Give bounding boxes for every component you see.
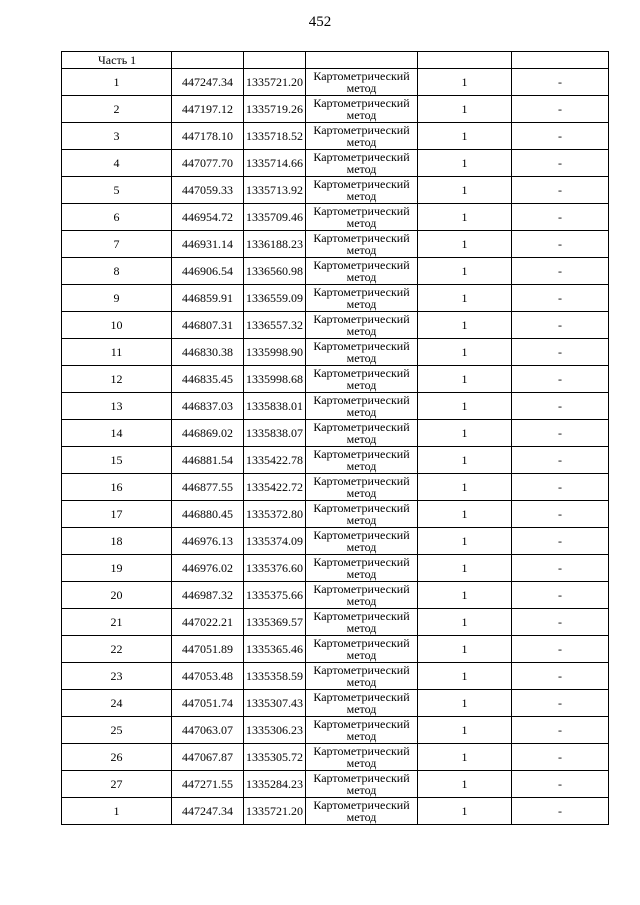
x-coordinate-cell: 447051.89 [172,636,244,663]
method-line-2: метод [346,270,377,284]
empty-header-cell [172,52,244,69]
x-coordinate-cell: 447197.12 [172,96,244,123]
x-coordinate-cell: 447247.34 [172,69,244,96]
point-number-cell: 1 [62,798,172,825]
accuracy-cell: 1 [418,474,512,501]
method-cell [306,96,418,123]
method-line-1: Картометрический [313,582,410,596]
section-header-row [62,52,609,69]
accuracy-cell: 1 [418,636,512,663]
point-number-cell: 4 [62,150,172,177]
method-line-2: метод [346,405,377,419]
method-line-1: Картометрический [313,501,410,515]
method-line-2: метод [346,135,377,149]
method-line-2: метод [346,783,377,797]
table-row [62,204,609,231]
point-number-cell: 17 [62,501,172,528]
note-cell: - [512,123,609,150]
point-number-cell: 16 [62,474,172,501]
x-coordinate-cell: 446835.45 [172,366,244,393]
method-line-1: Картометрический [313,744,410,758]
table-row [62,717,609,744]
x-coordinate-cell: 447059.33 [172,177,244,204]
method-line-2: метод [346,81,377,95]
method-line-2: метод [346,162,377,176]
method-cell [306,744,418,771]
x-coordinate-cell: 447051.74 [172,690,244,717]
method-line-2: метод [346,648,377,662]
accuracy-cell: 1 [418,177,512,204]
note-cell: - [512,339,609,366]
method-line-1: Картометрический [313,231,410,245]
method-cell [306,636,418,663]
method-cell [306,690,418,717]
empty-header-cell [512,52,609,69]
accuracy-cell: 1 [418,285,512,312]
note-cell: - [512,582,609,609]
method-cell [306,474,418,501]
y-coordinate-cell: 1335376.60 [244,555,306,582]
note-cell: - [512,771,609,798]
method-line-1: Картометрический [313,150,410,164]
accuracy-cell: 1 [418,231,512,258]
note-cell: - [512,528,609,555]
point-number-cell: 2 [62,96,172,123]
accuracy-cell: 1 [418,555,512,582]
accuracy-cell: 1 [418,366,512,393]
table-row [62,447,609,474]
table-row [62,420,609,447]
table-row [62,177,609,204]
method-cell [306,447,418,474]
note-cell: - [512,744,609,771]
table-row [62,501,609,528]
point-number-cell: 24 [62,690,172,717]
point-number-cell: 3 [62,123,172,150]
accuracy-cell: 1 [418,501,512,528]
point-number-cell: 23 [62,663,172,690]
accuracy-cell: 1 [418,69,512,96]
point-number-cell: 5 [62,177,172,204]
point-number-cell: 27 [62,771,172,798]
note-cell: - [512,798,609,825]
method-line-1: Картометрический [313,123,410,137]
table-row [62,663,609,690]
y-coordinate-cell: 1335422.72 [244,474,306,501]
method-line-2: метод [346,324,377,338]
x-coordinate-cell: 447247.34 [172,798,244,825]
note-cell: - [512,231,609,258]
method-line-2: метод [346,297,377,311]
method-line-2: метод [346,351,377,365]
y-coordinate-cell: 1335998.68 [244,366,306,393]
x-coordinate-cell: 446869.02 [172,420,244,447]
method-line-2: метод [346,756,377,770]
method-line-2: метод [346,243,377,257]
method-line-1: Картометрический [313,204,410,218]
y-coordinate-cell: 1335305.72 [244,744,306,771]
point-number-cell: 6 [62,204,172,231]
method-cell [306,312,418,339]
x-coordinate-cell: 447067.87 [172,744,244,771]
note-cell: - [512,636,609,663]
y-coordinate-cell: 1335284.23 [244,771,306,798]
accuracy-cell: 1 [418,123,512,150]
method-line-1: Картометрический [313,690,410,704]
table-body [62,52,609,825]
y-coordinate-cell: 1335422.78 [244,447,306,474]
method-cell [306,420,418,447]
y-coordinate-cell: 1336557.32 [244,312,306,339]
accuracy-cell: 1 [418,393,512,420]
note-cell: - [512,258,609,285]
accuracy-cell: 1 [418,744,512,771]
method-cell [306,582,418,609]
table-row [62,636,609,663]
table-row [62,609,609,636]
method-cell [306,393,418,420]
note-cell: - [512,69,609,96]
y-coordinate-cell: 1335369.57 [244,609,306,636]
y-coordinate-cell: 1335365.46 [244,636,306,663]
method-line-2: метод [346,486,377,500]
table-row [62,474,609,501]
y-coordinate-cell: 1336560.98 [244,258,306,285]
note-cell: - [512,474,609,501]
method-cell [306,204,418,231]
accuracy-cell: 1 [418,204,512,231]
note-cell: - [512,717,609,744]
method-cell [306,501,418,528]
y-coordinate-cell: 1335721.20 [244,69,306,96]
method-line-2: метод [346,459,377,473]
y-coordinate-cell: 1335709.46 [244,204,306,231]
method-line-2: метод [346,189,377,203]
method-cell [306,528,418,555]
x-coordinate-cell: 447077.70 [172,150,244,177]
method-line-1: Картометрический [313,474,410,488]
point-number-cell: 21 [62,609,172,636]
table-row [62,366,609,393]
accuracy-cell: 1 [418,717,512,744]
point-number-cell: 26 [62,744,172,771]
accuracy-cell: 1 [418,150,512,177]
table-row [62,96,609,123]
method-line-1: Картометрический [313,285,410,299]
y-coordinate-cell: 1335998.90 [244,339,306,366]
method-line-2: метод [346,621,377,635]
note-cell: - [512,285,609,312]
table-row [62,798,609,825]
method-line-2: метод [346,216,377,230]
y-coordinate-cell: 1336559.09 [244,285,306,312]
y-coordinate-cell: 1335307.43 [244,690,306,717]
y-coordinate-cell: 1335713.92 [244,177,306,204]
x-coordinate-cell: 447063.07 [172,717,244,744]
method-cell [306,663,418,690]
note-cell: - [512,96,609,123]
y-coordinate-cell: 1335306.23 [244,717,306,744]
table-row [62,123,609,150]
section-title: Часть 1 [62,52,172,69]
table-row [62,339,609,366]
method-line-2: метод [346,513,377,527]
point-number-cell: 7 [62,231,172,258]
point-number-cell: 8 [62,258,172,285]
method-line-2: метод [346,540,377,554]
point-number-cell: 19 [62,555,172,582]
table-row [62,393,609,420]
note-cell: - [512,609,609,636]
method-line-1: Картометрический [313,339,410,353]
table-row [62,231,609,258]
point-number-cell: 13 [62,393,172,420]
point-number-cell: 22 [62,636,172,663]
x-coordinate-cell: 446987.32 [172,582,244,609]
note-cell: - [512,204,609,231]
page-number: 452 [308,14,332,30]
method-cell [306,285,418,312]
method-line-2: метод [346,594,377,608]
y-coordinate-cell: 1335838.07 [244,420,306,447]
x-coordinate-cell: 446877.55 [172,474,244,501]
x-coordinate-cell: 446859.91 [172,285,244,312]
x-coordinate-cell: 446807.31 [172,312,244,339]
accuracy-cell: 1 [418,258,512,285]
y-coordinate-cell: 1336188.23 [244,231,306,258]
point-number-cell: 1 [62,69,172,96]
method-cell [306,123,418,150]
method-cell [306,555,418,582]
method-cell [306,231,418,258]
x-coordinate-cell: 446906.54 [172,258,244,285]
y-coordinate-cell: 1335358.59 [244,663,306,690]
note-cell: - [512,366,609,393]
accuracy-cell: 1 [418,312,512,339]
method-cell [306,798,418,825]
empty-header-cell [418,52,512,69]
note-cell: - [512,663,609,690]
note-cell: - [512,420,609,447]
table-row [62,771,609,798]
table-row [62,150,609,177]
method-line-1: Картометрический [313,663,410,677]
empty-header-cell [244,52,306,69]
note-cell: - [512,393,609,420]
point-number-cell: 15 [62,447,172,474]
point-number-cell: 9 [62,285,172,312]
table-row [62,285,609,312]
x-coordinate-cell: 447022.21 [172,609,244,636]
note-cell: - [512,690,609,717]
x-coordinate-cell: 446830.38 [172,339,244,366]
method-cell [306,609,418,636]
accuracy-cell: 1 [418,582,512,609]
accuracy-cell: 1 [418,528,512,555]
point-number-cell: 18 [62,528,172,555]
method-cell [306,150,418,177]
method-cell [306,339,418,366]
note-cell: - [512,555,609,582]
method-line-1: Картометрический [313,447,410,461]
method-line-1: Картометрический [313,609,410,623]
method-line-1: Картометрический [313,555,410,569]
method-line-1: Картометрический [313,258,410,272]
method-line-1: Картометрический [313,636,410,650]
table-row [62,258,609,285]
table-row [62,69,609,96]
x-coordinate-cell: 446976.02 [172,555,244,582]
method-line-1: Картометрический [313,771,410,785]
method-line-2: метод [346,567,377,581]
y-coordinate-cell: 1335721.20 [244,798,306,825]
x-coordinate-cell: 447271.55 [172,771,244,798]
table-row [62,528,609,555]
note-cell: - [512,150,609,177]
note-cell: - [512,501,609,528]
accuracy-cell: 1 [418,771,512,798]
method-line-2: метод [346,378,377,392]
method-cell [306,366,418,393]
method-line-1: Картометрический [313,393,410,407]
x-coordinate-cell: 446931.14 [172,231,244,258]
method-line-2: метод [346,675,377,689]
method-line-1: Картометрический [313,96,410,110]
method-cell [306,771,418,798]
accuracy-cell: 1 [418,690,512,717]
table-row [62,555,609,582]
method-line-1: Картометрический [313,717,410,731]
method-cell [306,258,418,285]
accuracy-cell: 1 [418,609,512,636]
coordinates-table [61,51,609,825]
method-line-1: Картометрический [313,177,410,191]
x-coordinate-cell: 446837.03 [172,393,244,420]
table-row [62,312,609,339]
x-coordinate-cell: 446954.72 [172,204,244,231]
method-line-2: метод [346,729,377,743]
point-number-cell: 14 [62,420,172,447]
method-cell [306,717,418,744]
method-line-1: Картометрический [313,312,410,326]
y-coordinate-cell: 1335714.66 [244,150,306,177]
method-cell [306,69,418,96]
accuracy-cell: 1 [418,339,512,366]
accuracy-cell: 1 [418,420,512,447]
y-coordinate-cell: 1335372.80 [244,501,306,528]
x-coordinate-cell: 446976.13 [172,528,244,555]
method-line-2: метод [346,432,377,446]
method-line-2: метод [346,810,377,824]
method-line-1: Картометрический [313,366,410,380]
note-cell: - [512,177,609,204]
point-number-cell: 25 [62,717,172,744]
method-line-1: Картометрический [313,420,410,434]
y-coordinate-cell: 1335838.01 [244,393,306,420]
table-row [62,744,609,771]
method-line-1: Картометрический [313,528,410,542]
method-line-1: Картометрический [313,798,410,812]
point-number-cell: 20 [62,582,172,609]
table-row [62,582,609,609]
x-coordinate-cell: 447053.48 [172,663,244,690]
y-coordinate-cell: 1335718.52 [244,123,306,150]
accuracy-cell: 1 [418,663,512,690]
accuracy-cell: 1 [418,96,512,123]
y-coordinate-cell: 1335719.26 [244,96,306,123]
method-line-2: метод [346,702,377,716]
accuracy-cell: 1 [418,798,512,825]
empty-header-cell [306,52,418,69]
table-row [62,690,609,717]
note-cell: - [512,312,609,339]
point-number-cell: 11 [62,339,172,366]
method-cell [306,177,418,204]
method-line-2: метод [346,108,377,122]
x-coordinate-cell: 446881.54 [172,447,244,474]
y-coordinate-cell: 1335375.66 [244,582,306,609]
point-number-cell: 12 [62,366,172,393]
x-coordinate-cell: 447178.10 [172,123,244,150]
method-line-1: Картометрический [313,69,410,83]
x-coordinate-cell: 446880.45 [172,501,244,528]
note-cell: - [512,447,609,474]
point-number-cell: 10 [62,312,172,339]
y-coordinate-cell: 1335374.09 [244,528,306,555]
accuracy-cell: 1 [418,447,512,474]
